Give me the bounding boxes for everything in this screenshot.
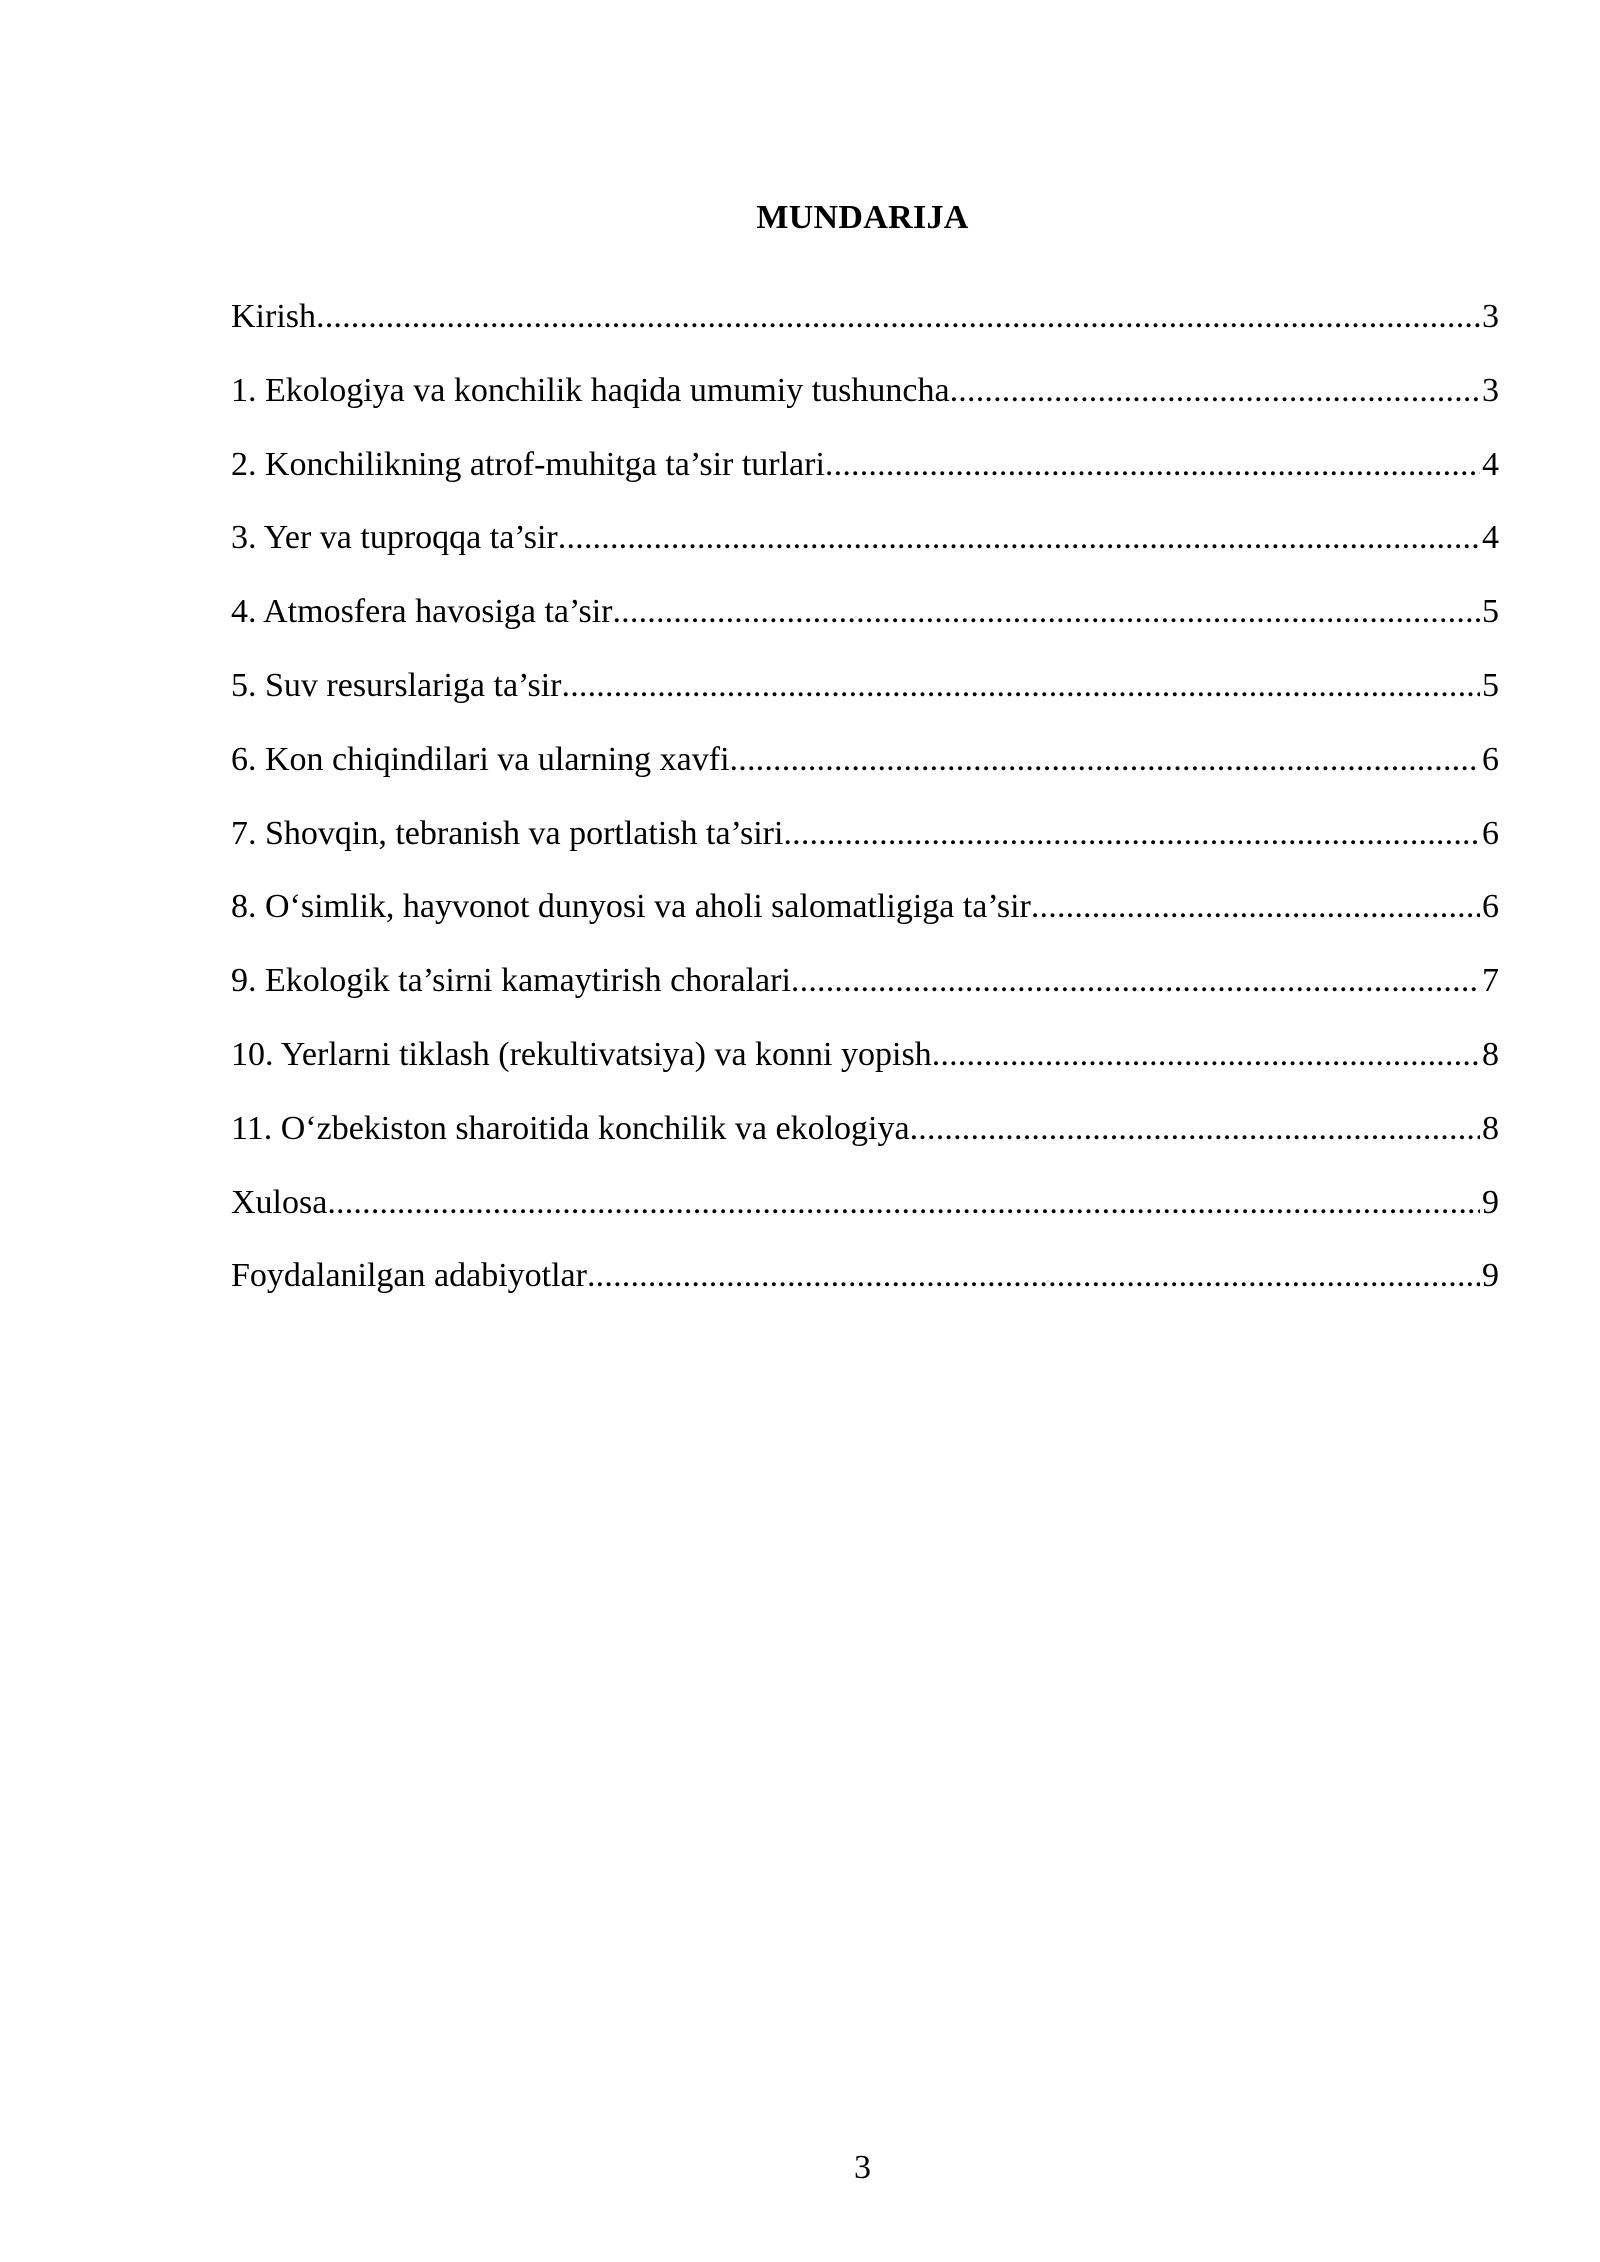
toc-dot-leader [932, 1031, 1480, 1079]
toc-entry-title: 2. Konchilikning atrof-muhitga ta’sir turlari [231, 445, 825, 483]
toc-entry-title: 10. Yerlarni tiklash (rekultivatsiya) va konni yopish [231, 1035, 932, 1073]
page-number: 3 [854, 2149, 871, 2186]
toc-entry-section-1 [231, 367, 1499, 441]
toc-entry-title: 7. Shovqin, tebranish va portlatish ta’siri [231, 814, 784, 852]
toc-entry-section-10 [231, 1031, 1499, 1105]
toc-entry-title: 3. Yer va tuproqqa ta’sir [231, 519, 558, 557]
toc-entry-section-7 [231, 810, 1499, 884]
toc-dot-leader [562, 662, 1481, 710]
toc-entry-title: 6. Kon chiqindilari va ularning xavfi [231, 740, 730, 778]
toc-entry-page: 4 [1482, 445, 1499, 483]
toc-entry-page: 9 [1482, 1183, 1499, 1221]
toc-entry-page: 9 [1482, 1257, 1499, 1295]
toc-entry-conclusion [231, 1179, 1499, 1253]
toc-dot-leader [316, 293, 1480, 341]
toc-entry-section-11 [231, 1105, 1499, 1179]
toc-entry-section-9 [231, 957, 1499, 1031]
toc-entry-section-4 [231, 588, 1499, 662]
toc-entry-section-5 [231, 662, 1499, 736]
toc-dot-leader [783, 810, 1480, 858]
toc-entry-introduction [231, 293, 1499, 367]
toc-entry-section-6 [231, 736, 1499, 810]
toc-entry-references [231, 1252, 1499, 1326]
toc-entry-title: 11. O‘zbekiston sharoitida konchilik va ekologiya [231, 1109, 910, 1147]
toc-dot-leader [950, 367, 1480, 415]
toc-entry-title: Kirish [231, 298, 316, 335]
toc-dot-leader [587, 1252, 1480, 1300]
toc-entry-page: 4 [1482, 519, 1499, 557]
page-title: MUNDARIJA [756, 199, 969, 236]
toc-entry-title: 9. Ekologik ta’sirni kamaytirish choralari [231, 962, 791, 1000]
toc-dot-leader [910, 1105, 1480, 1153]
toc-entry-page: 7 [1482, 962, 1499, 1000]
toc-entry-section-8 [231, 883, 1499, 957]
table-of-contents [231, 293, 1499, 1326]
toc-dot-leader [1031, 883, 1480, 931]
toc-entry-section-2 [231, 441, 1499, 515]
toc-entry-page: 6 [1482, 888, 1499, 926]
toc-entry-page: 3 [1482, 298, 1499, 335]
toc-dot-leader [612, 588, 1480, 636]
toc-entry-page: 8 [1482, 1109, 1499, 1147]
toc-entry-page: 8 [1482, 1035, 1499, 1073]
toc-entry-page: 5 [1482, 666, 1499, 704]
toc-entry-page: 5 [1482, 593, 1499, 631]
toc-dot-leader [558, 514, 1480, 562]
toc-entry-page: 6 [1482, 740, 1499, 778]
toc-entry-page: 3 [1482, 371, 1499, 409]
toc-entry-title: Xulosa [231, 1183, 328, 1221]
toc-entry-title: 8. O‘simlik, hayvonot dunyosi va aholi salomatligiga ta’sir [231, 888, 1031, 926]
toc-dot-leader [825, 441, 1480, 489]
toc-dot-leader [791, 957, 1480, 1005]
toc-entry-title: 1. Ekologiya va konchilik haqida umumiy tushuncha [231, 371, 950, 409]
toc-entry-section-3 [231, 514, 1499, 588]
toc-entry-title: 4. Atmosfera havosiga ta’sir [231, 593, 613, 631]
toc-dot-leader [327, 1179, 1480, 1227]
toc-entry-page: 6 [1482, 814, 1499, 852]
toc-entry-title: Foydalanilgan adabiyotlar [231, 1257, 587, 1295]
toc-dot-leader [730, 736, 1480, 784]
toc-entry-title: 5. Suv resurslariga ta’sir [231, 666, 562, 704]
